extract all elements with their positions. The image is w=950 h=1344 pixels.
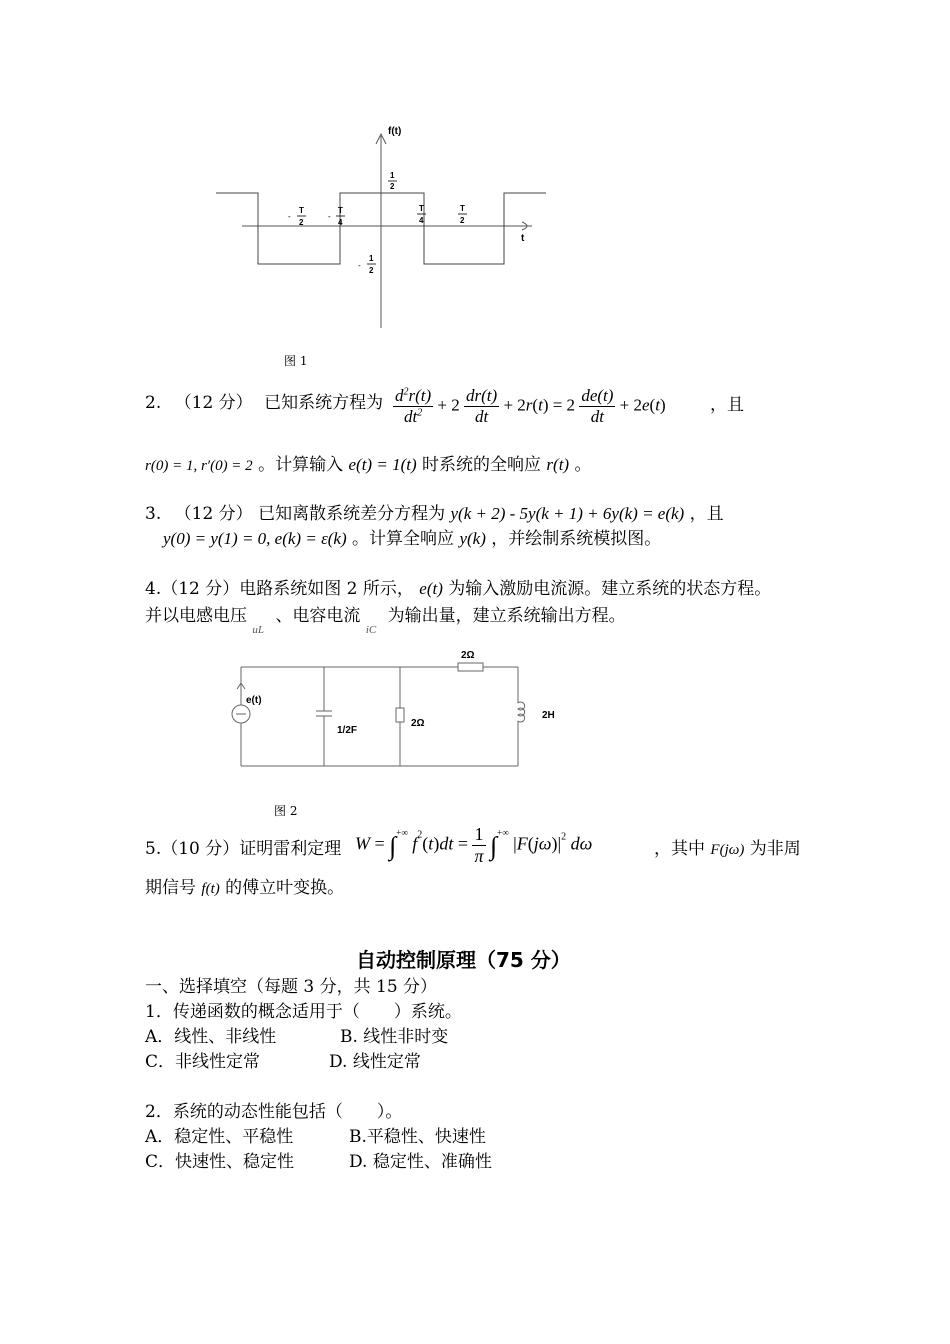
q4-line1-var: e(t)	[419, 579, 443, 598]
q3-number: 3.	[145, 504, 162, 524]
mc2-option-d: D. 稳定性、准确性	[349, 1152, 492, 1172]
mc2-option-b: B.平稳性、快速性	[349, 1127, 486, 1147]
svg-text:-: -	[288, 212, 291, 221]
q3-line2-text: 。计算全响应	[352, 529, 455, 549]
mc1-option-b: B. 线性非时变	[340, 1027, 449, 1047]
q2-tail: ，且	[710, 395, 744, 415]
svg-text:T: T	[419, 204, 424, 213]
figure1-tick-t2	[458, 204, 467, 225]
q5-line1-c: 为非周	[749, 839, 801, 859]
q2-score: （12 分）	[174, 393, 253, 413]
svg-text:T: T	[338, 206, 343, 215]
q3-equation: y(k + 2) - 5y(k + 1) + 6y(k) = e(k)	[450, 504, 685, 523]
q4-line1	[145, 574, 771, 599]
q3-tail: ，且	[689, 504, 724, 524]
q2-number: 2.	[145, 393, 162, 413]
q5-f: f(t)	[201, 881, 220, 897]
svg-text:T: T	[460, 204, 465, 213]
q2-line2	[145, 450, 592, 475]
figure1-square-wave	[200, 118, 560, 333]
mc2-option-a: A．稳定性、平稳性	[145, 1127, 294, 1147]
q5-line1-rest	[654, 834, 801, 859]
figure2-inductor-label: 2H	[542, 710, 555, 721]
svg-text:2: 2	[299, 218, 304, 227]
figure1-xlabel: t	[521, 233, 525, 244]
figure2-capacitor-label: 1/2F	[337, 725, 358, 736]
svg-text:-: -	[328, 212, 331, 221]
q4-line2-b: 、电容电流	[275, 606, 361, 626]
q5-line1	[145, 834, 341, 859]
svg-text:4: 4	[419, 216, 424, 225]
q2-line2-tail: 时系统的全响应	[422, 455, 542, 475]
q2-text: 已知系统方程为	[264, 393, 384, 413]
q2-line2-end: 。	[574, 455, 592, 475]
mc2-question: 2．系统的动态性能包括（ ）。	[145, 1102, 403, 1122]
figure1-ylabel: f(t)	[388, 126, 402, 137]
q4-iC: iC	[365, 624, 377, 636]
section-title: 自动控制原理（75 分）	[356, 948, 571, 972]
q2-response: r(t)	[546, 455, 570, 474]
q2-initial-conditions: r(0) = 1, r′(0) = 2	[145, 458, 253, 474]
q5-line2-a: 期信号	[145, 878, 196, 898]
q5-F: F(jω)	[710, 842, 745, 858]
mc1-option-c: C．非线性定常	[145, 1052, 261, 1072]
q4-uL: uL	[252, 624, 265, 636]
mc1-option-d: D. 线性定常	[329, 1052, 421, 1072]
q4-line2-c: 为输出量，建立系统输出方程。	[387, 606, 626, 626]
q3-conditions: y(0) = y(1) = 0, e(k) = ε(k)	[163, 529, 347, 548]
figure1-tick-t4	[417, 204, 426, 225]
q3-score: （12 分）	[174, 504, 253, 524]
figure1-tick-neg-t2	[288, 206, 306, 227]
svg-text:2: 2	[460, 216, 465, 225]
mc2-option-c: C．快速性、稳定性	[145, 1152, 295, 1172]
q5-line1-a: 5.（10 分）证明雷利定理	[145, 839, 342, 859]
figure1-neg-half-num: 1	[369, 254, 374, 263]
q4-line1-b: 为输入激励电流源。建立系统的状态方程。	[448, 579, 772, 599]
figure2-resistor-series-label: 2Ω	[461, 650, 475, 661]
figure1-caption: 图 1	[284, 354, 308, 368]
figure1-half-num: 1	[390, 171, 395, 180]
mc1-question: 1．传递函数的概念适用于（ ）系统。	[145, 1002, 462, 1022]
q3-text: 已知离散系统差分方程为	[258, 504, 446, 524]
q5-line2-b: 的傅立叶变换。	[225, 878, 345, 898]
q5-line2	[145, 873, 344, 898]
figure1-tick-neg-t4	[328, 206, 345, 227]
q3-var: y(k)	[459, 529, 486, 548]
q2-line2-text: 。计算输入	[258, 455, 344, 475]
q2-equation: $\frac{d^2r(t)}{dt^2}$ + 2 $\frac{dr(t)}{dt}$ + 2r(t) = 2 $\frac{de(t)}{dt}$ + 2e(t)	[395, 386, 666, 426]
q5-equation: W = ∫+∞ $f^2(t)dt$ = $\frac{1}{\pi}$ ∫+∞ $|F(j\omega)|^2$ dω	[355, 824, 593, 866]
q3-line2	[163, 524, 661, 549]
q2-line1	[145, 388, 383, 413]
q4-line1-a: 4.（12 分）电路系统如图 2 所示，	[145, 579, 414, 599]
figure2-caption: 图 2	[274, 804, 298, 818]
q4-line2	[145, 601, 626, 636]
svg-text:-: -	[358, 261, 361, 270]
section-part: 一、选择填空（每题 3 分，共 15 分）	[145, 977, 438, 997]
mc1-option-a: A．线性、非线性	[145, 1027, 277, 1047]
figure1-half-den: 2	[390, 182, 395, 191]
q4-line2-a: 并以电感电压	[145, 606, 247, 626]
figure1-neg-half-den: 2	[369, 266, 374, 275]
q2-input: e(t) = 1(t)	[348, 455, 417, 474]
svg-text:4: 4	[338, 218, 343, 227]
figure2-resistor-shunt-label: 2Ω	[411, 718, 425, 729]
q3-line1	[145, 499, 724, 524]
q5-line1-b: ，其中	[654, 839, 705, 859]
figure2-source-label: e(t)	[246, 695, 262, 706]
figure2-circuit	[220, 645, 560, 775]
q3-line2-tail: ，并绘制系统模拟图。	[491, 529, 662, 549]
svg-text:T: T	[299, 206, 304, 215]
